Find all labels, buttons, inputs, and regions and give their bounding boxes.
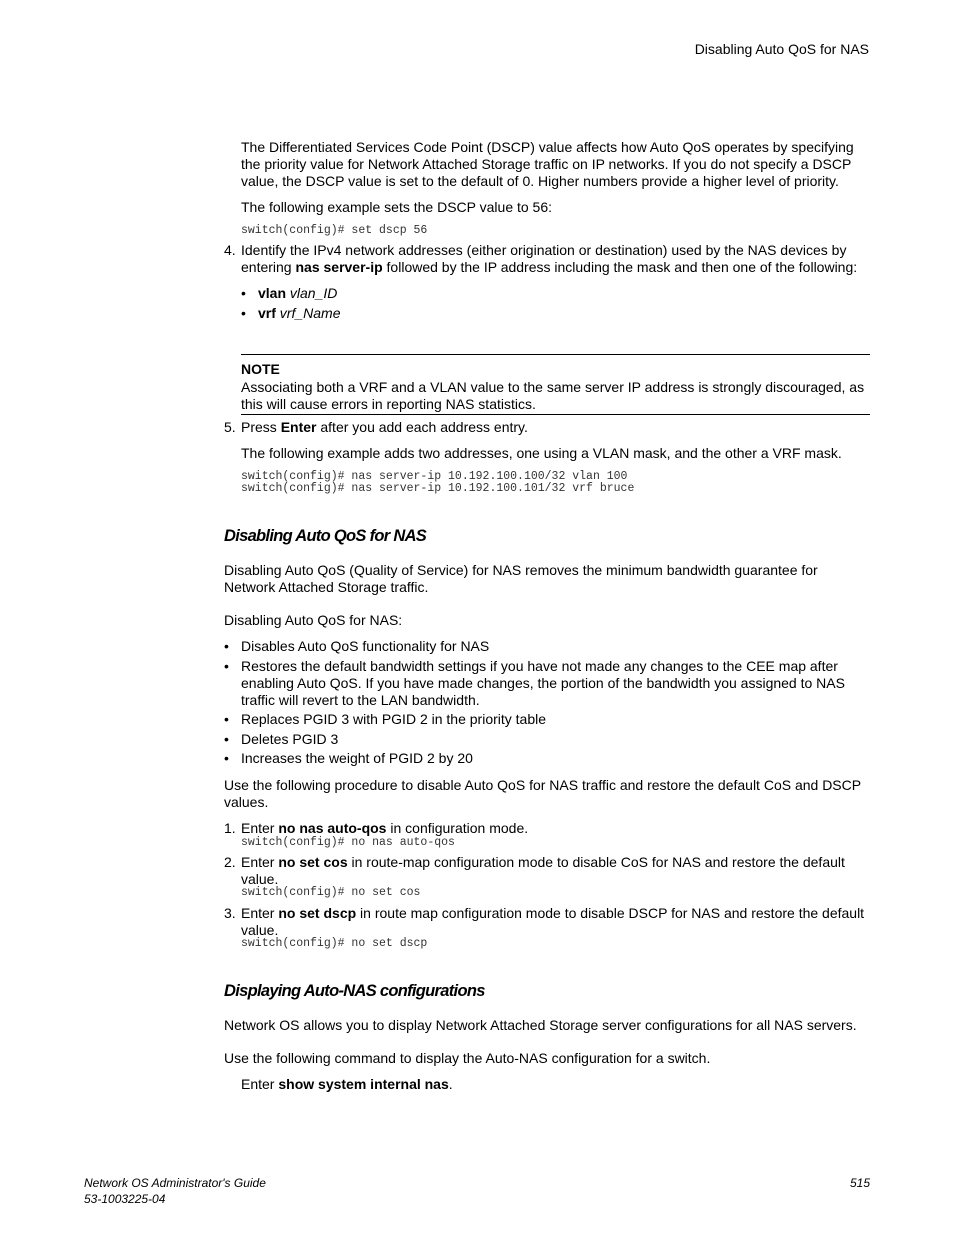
- section-heading-displaying: Displaying Auto-NAS configurations: [224, 982, 485, 1000]
- list-item: •: [224, 638, 229, 654]
- footer-doc-number: 53-1003225-04: [84, 1192, 166, 1206]
- procedure-intro: Use the following procedure to disable Auto QoS for NAS traffic and restore the default CoS and DSCP values.: [224, 777, 861, 810]
- list-item: •: [224, 750, 229, 766]
- code-set-dscp: switch(config)# set dscp 56: [241, 224, 428, 237]
- note-label: NOTE: [241, 361, 280, 377]
- step-4-text: Identify the IPv4 network addresses (either origination or destination) used by the NAS devices by entering nas server-ip followed by the IP address including the mask and then one of the following:: [241, 242, 858, 275]
- list-item-text: Restores the default bandwidth settings if you have not made any changes to the CEE map after enabling Auto QoS. If you have made changes, the portion of the bandwidth you assigned to NAS traffic will revert to the LAN bandwidth.: [241, 658, 845, 708]
- code-nas-server-ip-vlan: switch(config)# nas server-ip 10.192.100.100/32 vlan 100: [241, 470, 628, 483]
- bullet: •: [241, 305, 246, 321]
- display-intro: Network OS allows you to display Network Attached Storage server configurations for all NAS servers.: [224, 1017, 857, 1033]
- display-command-intro: Use the following command to display the Auto-NAS configuration for a switch.: [224, 1050, 711, 1066]
- list-item-text: Increases the weight of PGID 2 by 20: [241, 750, 473, 766]
- bullet: •: [241, 285, 246, 301]
- disable-lead: Disabling Auto QoS for NAS:: [224, 612, 403, 628]
- procedure-step-2: Enter no set cos in route-map configuration mode to disable CoS for NAS and restore the default value.: [241, 854, 845, 887]
- step-5-text: Press Enter after you add each address entry.: [241, 419, 528, 435]
- procedure-step-3: Enter no set dscp in route map configuration mode to disable DSCP for NAS and restore the default value.: [241, 905, 865, 938]
- step-number: 1.: [224, 820, 236, 836]
- step-number: 2.: [224, 854, 236, 870]
- section-heading-disabling: Disabling Auto QoS for NAS: [224, 527, 427, 545]
- display-enter-command: Enter show system internal nas.: [241, 1076, 453, 1092]
- note-text: Associating both a VRF and a VLAN value to the same server IP address is strongly discouraged, as this will cause errors in reporting NAS statistics.: [241, 379, 865, 412]
- procedure-step-1: Enter no nas auto-qos in configuration mode.: [241, 820, 529, 836]
- step-number: 4.: [224, 242, 236, 258]
- list-item-text: Replaces PGID 3 with PGID 2 in the priority table: [241, 711, 547, 727]
- step-number: 5.: [224, 419, 236, 435]
- list-item-text: Deletes PGID 3: [241, 731, 339, 747]
- dscp-description: The Differentiated Services Code Point (DSCP) value affects how Auto QoS operates by specifying the priority value for Network Attached Storage traffic on IP networks. If you do not specify a DSCP value, the DSCP value is set to the default of 0. Higher numbers provide a higher level of priority.: [241, 139, 854, 189]
- note-bottom-rule: [241, 414, 870, 415]
- code-no-set-dscp: switch(config)# no set dscp: [241, 937, 428, 950]
- code-nas-server-ip-vrf: switch(config)# nas server-ip 10.192.100.101/32 vrf bruce: [241, 482, 635, 495]
- dscp-example-intro: The following example sets the DSCP value to 56:: [241, 199, 553, 215]
- footer-page-number: 515: [849, 1176, 870, 1190]
- list-item-text: Disables Auto QoS functionality for NAS: [241, 638, 490, 654]
- running-header: Disabling Auto QoS for NAS: [694, 41, 869, 57]
- note-top-rule: [241, 354, 870, 355]
- list-item: •: [224, 731, 229, 747]
- list-item: •: [224, 711, 229, 727]
- disable-intro: Disabling Auto QoS (Quality of Service) for NAS removes the minimum bandwidth guarantee for Network Attached Storage traffic.: [224, 562, 818, 595]
- list-item: •: [224, 658, 229, 674]
- footer-guide-title: Network OS Administrator's Guide: [84, 1176, 266, 1190]
- code-no-nas-auto-qos: switch(config)# no nas auto-qos: [241, 836, 455, 849]
- code-no-set-cos: switch(config)# no set cos: [241, 886, 421, 899]
- step-5-example-intro: The following example adds two addresses, one using a VLAN mask, and the other a VRF mask.: [241, 445, 842, 461]
- step-number: 3.: [224, 905, 236, 921]
